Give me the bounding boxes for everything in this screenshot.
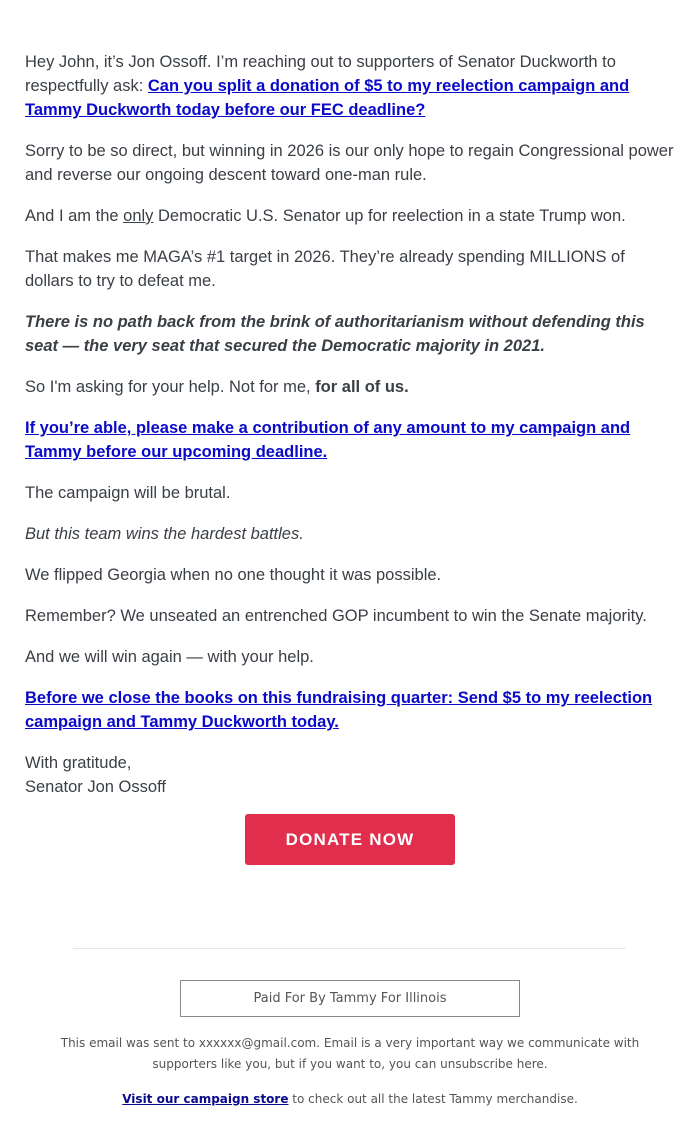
signature-name: Senator Jon Ossoff xyxy=(25,778,166,796)
paragraph-quarter-link xyxy=(25,686,675,734)
paragraph-only-senator xyxy=(25,204,675,228)
store-rest-text: to check out all the latest Tammy merchandise. xyxy=(288,1092,578,1106)
split-donation-link[interactable]: Can you split a donation of $5 to my reelection campaign and Tammy Duckworth today before our FEC deadline? xyxy=(25,77,630,119)
intro-text: Hey John, it’s Jon Ossoff. I’m reaching out to supporters of Senator Duckworth to respectfully ask: xyxy=(25,53,616,95)
signoff: With gratitude, xyxy=(25,754,132,772)
paragraph-asking-help xyxy=(25,375,675,399)
only-senator-before: And I am the xyxy=(25,207,124,225)
campaign-store-link[interactable]: Visit our campaign store xyxy=(122,1092,289,1106)
paragraph-win-again: And we will win again — with your help. xyxy=(25,648,314,666)
paragraph-hardest-battles: But this team wins the hardest battles. xyxy=(25,525,304,543)
footer-sent-to: This email was sent to xxxxxx@gmail.com. Email is a very important way we communicate with supporters like you, but if you want to, you can unsubscribe here. xyxy=(60,1036,640,1071)
only-senator-after: Democratic U.S. Senator up for reelection in a state Trump won. xyxy=(153,207,626,225)
footer-store-line xyxy=(50,1089,650,1110)
donate-now-button[interactable]: DONATE NOW xyxy=(245,814,455,865)
signature-block xyxy=(25,751,675,799)
paragraph-authoritarianism: There is no path back from the brink of authoritarianism without defending this seat — the very seat that secured the Democratic majority in 2021. xyxy=(25,313,645,355)
paragraph-intro xyxy=(25,50,675,122)
donate-button-wrapper xyxy=(245,814,455,865)
paragraph-remember: Remember? We unseated an entrenched GOP incumbent to win the Senate majority. xyxy=(25,607,647,625)
email-body xyxy=(25,50,675,816)
paragraph-maga-target: That makes me MAGA’s #1 target in 2026. They’re already spending MILLIONS of dollars to try to defeat me. xyxy=(25,248,625,290)
paragraph-direct: Sorry to be so direct, but winning in 2026 is our only hope to regain Congressional power and reverse our ongoing descent toward one-man rule. xyxy=(25,142,674,184)
footer-divider xyxy=(73,948,626,949)
contribution-link[interactable]: If you’re able, please make a contribution of any amount to my campaign and Tammy before our upcoming deadline. xyxy=(25,419,631,461)
paragraph-brutal: The campaign will be brutal. xyxy=(25,484,231,502)
only-emphasis: only xyxy=(123,207,154,225)
quarter-donate-link[interactable]: Before we close the books on this fundraising quarter: Send $5 to my reelection campaign and Tammy Duckworth today. xyxy=(25,689,653,731)
paragraph-flipped-georgia: We flipped Georgia when no one thought it was possible. xyxy=(25,566,442,584)
asking-help-text: So I'm asking for your help. Not for me, xyxy=(25,378,316,396)
paragraph-contribution-link xyxy=(25,416,675,464)
paid-for-disclaimer: Paid For By Tammy For Illinois xyxy=(180,980,520,1017)
for-all-of-us: for all of us. xyxy=(315,378,409,396)
